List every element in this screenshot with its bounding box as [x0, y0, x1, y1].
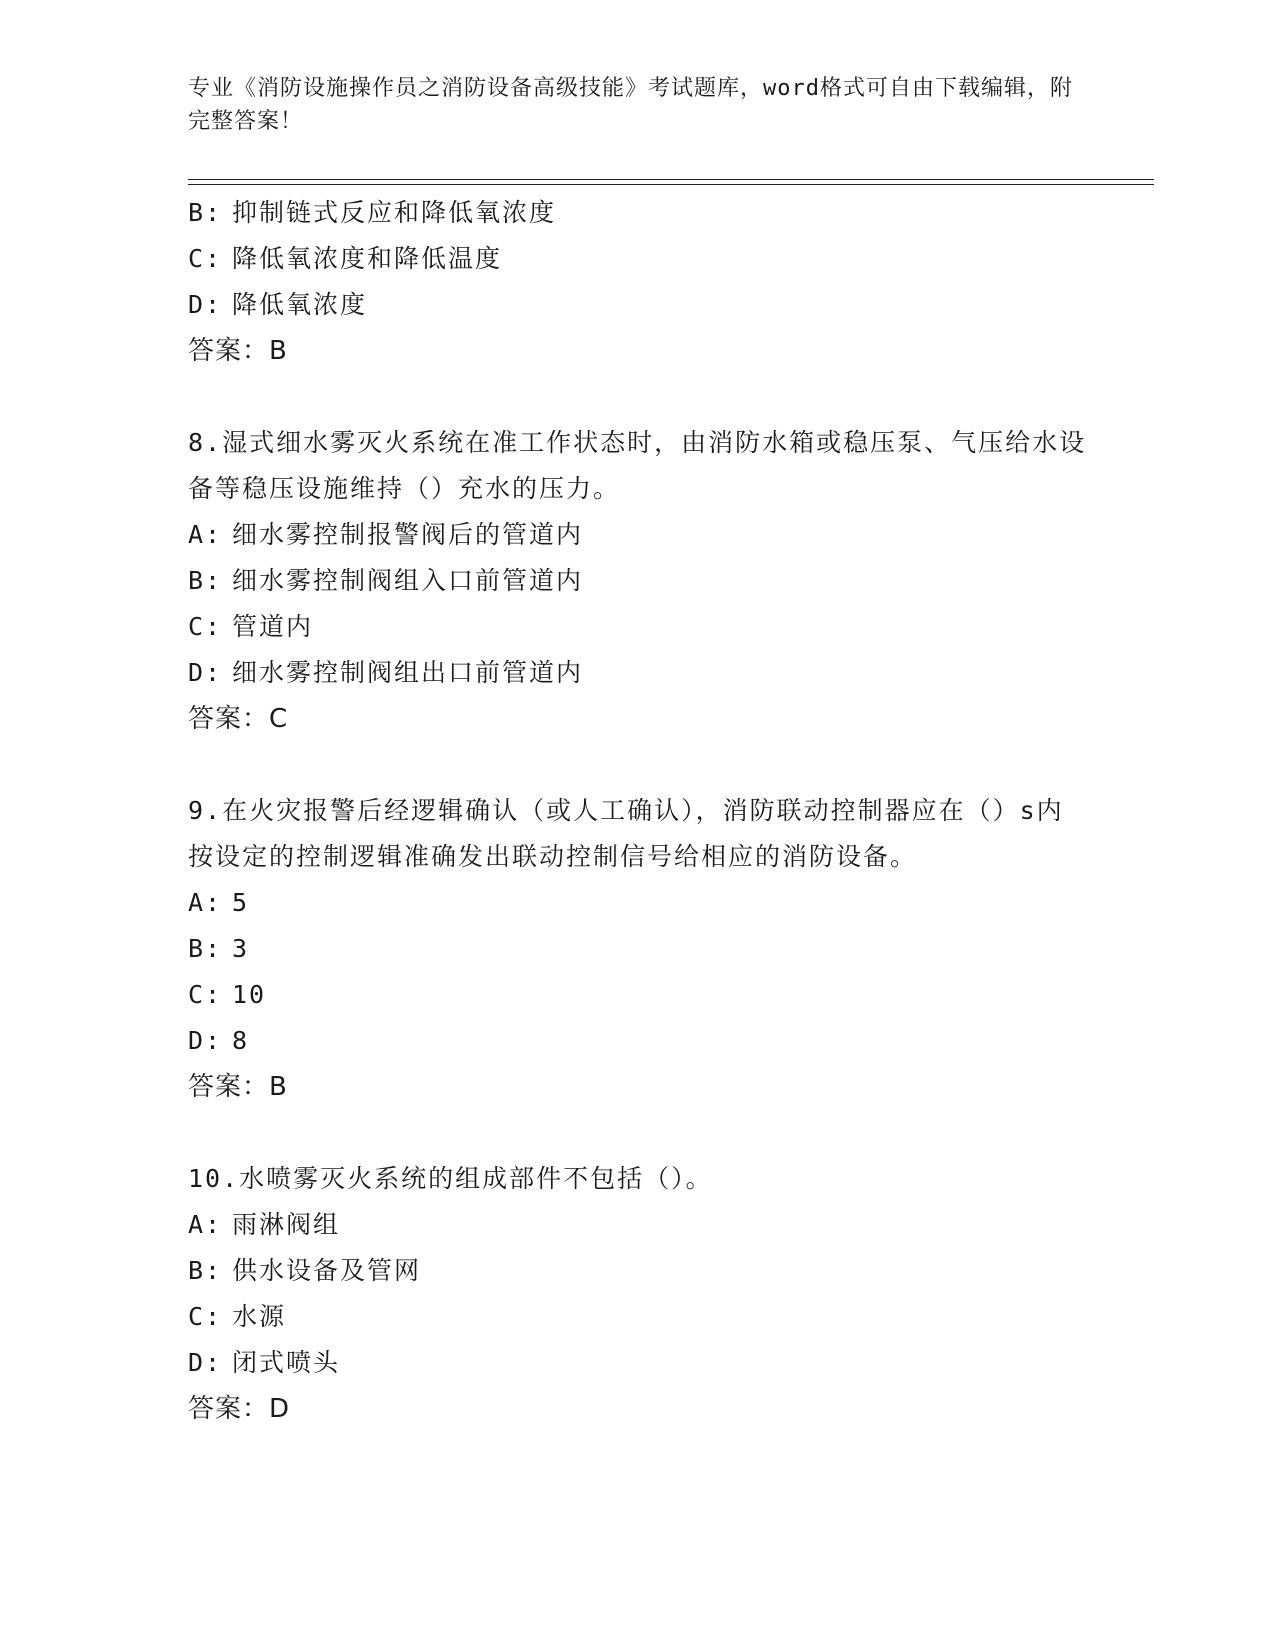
answer: 答案：C: [188, 704, 289, 734]
document-header: 专业《消防设施操作员之消防设备高级技能》考试题库，word格式可自由下载编辑，附完整答案！: [188, 76, 1073, 134]
answer: 答案：B: [188, 336, 288, 366]
question-stem: 10.水喷雾灭火系统的组成部件不包括（）。: [188, 1164, 713, 1193]
question-list: [188, 190, 1088, 1432]
option-c: C: 降低氧浓度和降低温度: [188, 244, 503, 273]
question-10: [188, 1156, 1088, 1432]
option-d: D: 细水雾控制阀组出口前管道内: [188, 658, 584, 687]
option-a: A: 细水雾控制报警阀后的管道内: [188, 520, 584, 549]
option-c: C: 10: [188, 980, 267, 1009]
answer: 答案：B: [188, 1072, 288, 1102]
option-c: C: 水源: [188, 1302, 287, 1331]
question-9: [188, 788, 1088, 1110]
answer: 答案：D: [188, 1394, 291, 1424]
option-d: D: 8: [188, 1026, 250, 1055]
header-divider-bottom: [188, 184, 1154, 185]
question-stem: 8.湿式细水雾灭火系统在准工作状态时，由消防水箱或稳压泵、气压给水设备等稳压设施维持（）充水的压力。: [188, 428, 1087, 503]
option-b: B: 供水设备及管网: [188, 1256, 422, 1285]
option-d: D: 降低氧浓度: [188, 290, 368, 319]
question-stem: 9.在火灾报警后经逻辑确认（或人工确认），消防联动控制器应在（）s内按设定的控制逻辑准确发出联动控制信号给相应的消防设备。: [188, 796, 1064, 871]
option-b: B: 抑制链式反应和降低氧浓度: [188, 198, 557, 227]
option-b: B: 细水雾控制阀组入口前管道内: [188, 566, 584, 595]
question-continued: [188, 190, 1088, 374]
option-b: B: 3: [188, 934, 250, 963]
option-c: C: 管道内: [188, 612, 314, 641]
option-d: D: 闭式喷头: [188, 1348, 341, 1377]
header-divider-top: [188, 179, 1154, 180]
question-8: [188, 420, 1088, 742]
option-a: A: 5: [188, 888, 250, 917]
option-a: A: 雨淋阀组: [188, 1210, 341, 1239]
